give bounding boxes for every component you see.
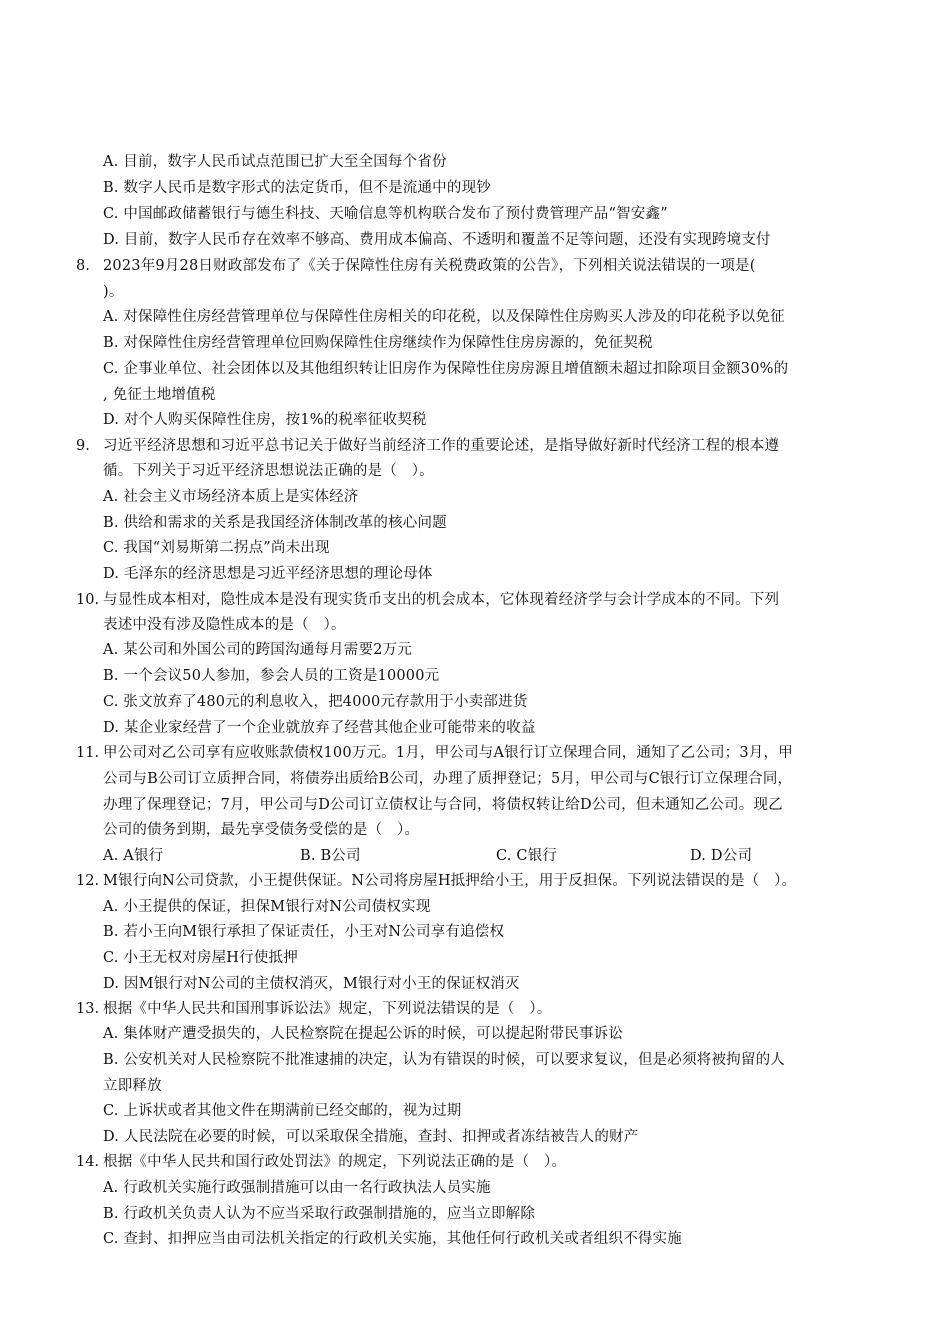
- q14-number: 14.: [76, 1154, 100, 1170]
- q11-text-line-1: 甲公司对乙公司享有应收账款债权100万元。1月，甲公司与A银行订立保理合同，通知了乙公司；3月，甲: [103, 745, 793, 761]
- q11-option-a: A. A银行: [103, 848, 164, 864]
- q13-option-a: A. 集体财产遭受损失的，人民检察院在提起公诉的时候，可以提起附带民事诉讼: [103, 1026, 624, 1042]
- q10-option-c: C. 张文放弃了480元的利息收入，把4000元存款用于小卖部进货: [103, 694, 528, 710]
- q10-option-d: D. 某企业家经营了一个企业就放弃了经营其他企业可能带来的收益: [103, 720, 536, 736]
- q12-option-d: D. 因M银行对N公司的主债权消灭，M银行对小王的保证权消灭: [103, 976, 520, 992]
- q13-option-d: D. 人民法院在必要的时候，可以采取保全措施，查封、扣押或者冻结被告人的财产: [103, 1129, 639, 1145]
- q13-option-b: B. 公安机关对人民检察院不批准逮捕的决定，认为有错误的时候，可以要求复议，但是必须将被拘留的人: [103, 1052, 785, 1068]
- q11-number: 11.: [76, 745, 100, 761]
- q11-text-line-4: 公司的债务到期，最先享受债务受偿的是（ ）。: [103, 822, 420, 838]
- q13-option-c: C. 上诉状或者其他文件在期满前已经交邮的，视为过期: [103, 1103, 462, 1119]
- q13-text-line-1: 根据《中华人民共和国刑事诉讼法》规定，下列说法错误的是（ ）。: [103, 1001, 552, 1017]
- q9-option-d: D. 毛泽东的经济思想是习近平经济思想的理论母体: [103, 566, 433, 582]
- q7-option-d: D. 目前，数字人民币存在效率不够高、费用成本偏高、不透明和覆盖不足等问题，还没有实现跨境支付: [103, 232, 771, 248]
- q11-option-c: C. C银行: [496, 848, 558, 864]
- q12-option-c: C. 小王无权对房屋H行使抵押: [103, 950, 298, 966]
- q10-option-a: A. 某公司和外国公司的跨国沟通每月需要2万元: [103, 642, 413, 658]
- q10-option-b: B. 一个会议50人参加，参会人员的工资是10000元: [103, 668, 440, 684]
- q8-text-line-2: )。: [103, 284, 124, 300]
- q10-text-line-2: 表述中没有涉及隐性成本的是（ ）。: [103, 617, 346, 633]
- q8-option-a: A. 对保障性住房经营管理单位与保障性住房相关的印花税，以及保障性住房购买人涉及的印花税予以免征: [103, 309, 785, 325]
- q11-option-b: B. B公司: [300, 848, 361, 864]
- q9-text-line-1: 习近平经济思想和习近平总书记关于做好当前经济工作的重要论述，是指导做好新时代经济工程的根本遵: [103, 438, 780, 454]
- q8-option-b: B. 对保障性住房经营管理单位回购保障性住房继续作为保障性住房房源的，免征契税: [103, 335, 653, 351]
- q9-text-line-2: 循。下列关于习近平经济思想说法正确的是（ ）。: [103, 463, 434, 479]
- q12-option-a: A. 小王提供的保证，担保M银行对N公司债权实现: [103, 899, 431, 915]
- q9-option-c: C. 我国“刘易斯第二拐点”尚未出现: [103, 540, 330, 556]
- q13-number: 13.: [76, 1001, 100, 1017]
- q7-option-a: A. 目前，数字人民币试点范围已扩大至全国每个省份: [103, 154, 447, 170]
- q8-text-line-1: 2023年9月28日财政部发布了《关于保障性住房有关税费政策的公告》，下列相关说法错误的一项是(: [103, 258, 756, 274]
- q11-text-line-3: 办理了保理登记；7月，甲公司与D公司订立债权让与合同，将债权转让给D公司，但未通知乙公司。现乙: [103, 797, 783, 813]
- q9-option-a: A. 社会主义市场经济本质上是实体经济: [103, 489, 359, 505]
- q14-option-a: A. 行政机关实施行政强制措施可以由一名行政执法人员实施: [103, 1180, 491, 1196]
- q13-option-b-cont: 立即释放: [103, 1078, 162, 1094]
- q8-option-c: C. 企事业单位、社会团体以及其他组织转让旧房作为保障性住房房源且增值额未超过扣除项目金额30%的: [103, 361, 789, 377]
- q12-option-b: B. 若小王向M银行承担了保证责任，小王对N公司享有追偿权: [103, 924, 505, 940]
- q10-number: 10.: [76, 592, 100, 608]
- q9-number: 9.: [76, 438, 90, 454]
- q11-option-d: D. D公司: [690, 848, 753, 864]
- q12-number: 12.: [76, 873, 100, 889]
- q12-text-line-1: M银行向N公司贷款，小王提供保证。N公司将房屋H抵押给小王，用于反担保。下列说法错误的是（ ）。: [103, 873, 797, 889]
- q8-option-d: D. 对个人购买保障性住房，按1%的税率征收契税: [103, 412, 427, 428]
- q8-option-c-cont: , 免征土地增值税: [103, 387, 216, 403]
- q7-option-c: C. 中国邮政储蓄银行与德生科技、天喻信息等机构联合发布了预付费管理产品“智安鑫”: [103, 206, 668, 222]
- q14-option-b: B. 行政机关负责人认为不应当采取行政强制措施的，应当立即解除: [103, 1206, 536, 1222]
- q9-option-b: B. 供给和需求的关系是我国经济体制改革的核心问题: [103, 515, 447, 531]
- q11-text-line-2: 公司与B公司订立质押合同，将债券出质给B公司，办理了质押登记；5月，甲公司与C银行订立保理合同，: [103, 771, 793, 787]
- q7-option-b: B. 数字人民币是数字形式的法定货币，但不是流通中的现钞: [103, 180, 491, 196]
- q10-text-line-1: 与显性成本相对，隐性成本是没有现实货币支出的机会成本，它体现着经济学与会计学成本的不同。下列: [103, 592, 780, 608]
- q14-option-c: C. 查封、扣押应当由司法机关指定的行政机关实施，其他任何行政机关或者组织不得实施: [103, 1231, 682, 1247]
- q14-text-line-1: 根据《中华人民共和国行政处罚法》的规定，下列说法正确的是（ ）。: [103, 1154, 567, 1170]
- q8-number: 8.: [76, 258, 90, 274]
